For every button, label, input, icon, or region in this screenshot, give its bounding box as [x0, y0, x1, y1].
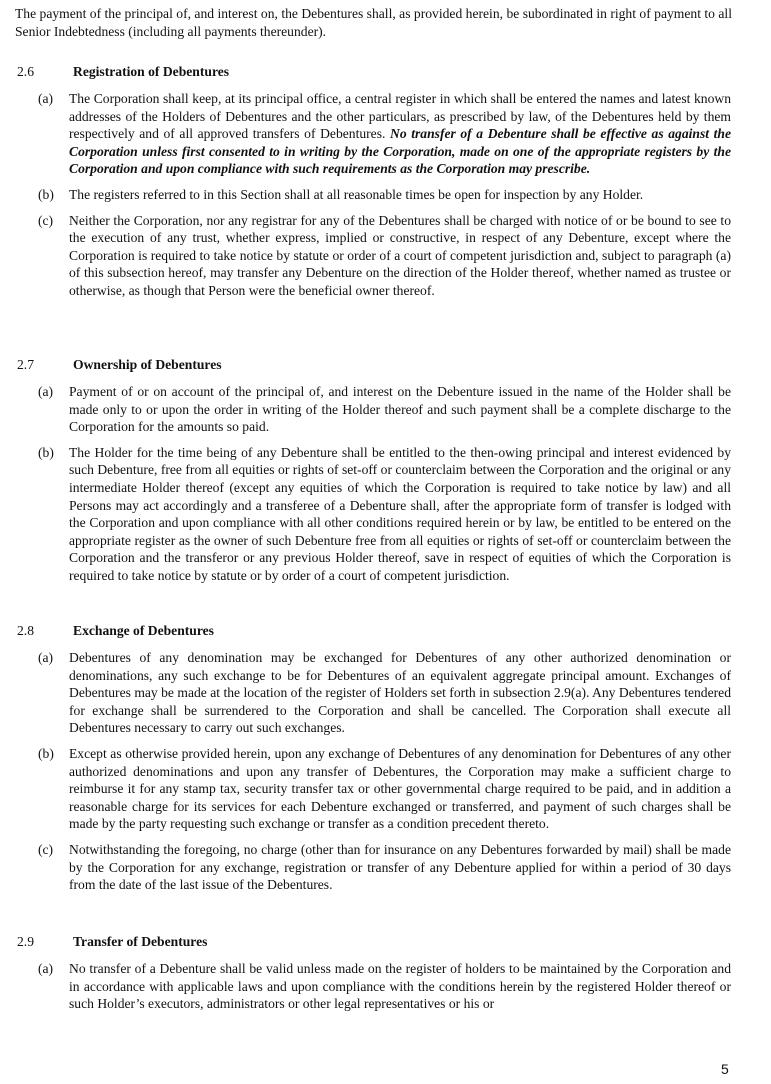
item-text: Notwithstanding the foregoing, no charge (other than for insurance on any Debentures forwarded by mail) shall be made by the Corporation for any exchange, registration or transfer of any Debenture applied for within a period of 30 days from the date of the last issue of the Debentures.	[69, 841, 731, 893]
list-item	[0, 444, 731, 585]
item-text: Except as otherwise provided herein, upon any exchange of Debentures of any denomination for Debentures of any other authorized denominations and upon any transfer of Debentures, the Corporation may make a sufficient charge to reimburse it for any stamp tax, security transfer tax or other governmental charge required to be paid, and in addition a reasonable charge for its services for each Debenture exchanged or transferred, and payment of such charges shall be made by the party requesting such exchange or transfer as a condition precedent thereto.	[69, 745, 731, 832]
item-label: (c)	[38, 212, 54, 228]
section-2-6	[0, 63, 771, 300]
item-text: Neither the Corporation, nor any registrar for any of the Debentures shall be charged with notice of or be bound to see to the execution of any trust, whether express, implied or constructive, in respect of any Debenture, except where the Corporation is required to take notice by statute or order of a court of competent jurisdiction and, subject to paragraph (a) of this subsection hereof, may transfer any Debenture on the direction of the Holder thereof, whether named as trustee or otherwise, as though that Person were the beneficial owner thereof.	[69, 212, 731, 298]
item-label: (a)	[38, 91, 54, 106]
intro-paragraph: The payment of the principal of, and interest on, the Debentures shall, as provided herein, be subordinated in right of payment to all Senior Indebtedness (including all payments thereunder).	[15, 6, 732, 39]
section-heading	[0, 622, 771, 640]
item-label: (a)	[38, 384, 54, 399]
section-number: 2.7	[17, 357, 34, 372]
item-text: The Holder for the time being of any Debenture shall be entitled to the then-owing principal and interest evidenced by such Debenture, free from all equities or rights of set-off or counterclaim between the Corporation and the original or any intermediate Holder thereof (except any equities of which the Corporation is required to take notice by law) and all Persons may act accordingly and a transferee of a Debenture shall, after the appropriate form of transfer is lodged with the Corporation and upon compliance with all other conditions required herein or by law, be entitled to be entered on the appropriate register as the owner of such Debenture free from all equities or rights of set-off or counterclaim between the Corporation and the transferor or any previous Holder thereof, save in respect of equities of which the Corporation is required to take notice by statute or by order of a court of competent jurisdiction.	[69, 444, 731, 583]
item-label: (b)	[38, 745, 54, 761]
section-title: Registration of Debentures	[73, 64, 230, 79]
section-heading	[0, 356, 771, 374]
item-label: (a)	[38, 650, 54, 665]
section-title: Ownership of Debentures	[73, 357, 222, 372]
section-2-8	[0, 622, 771, 894]
list-item	[0, 90, 731, 178]
item-label: (c)	[38, 841, 54, 857]
item-text: The Corporation shall keep, at its principal office, a central register in which shall be entered the names and latest known addresses of the Holders of Debentures and the other particulars, as prescribed by law, of the Debentures held by them respectively and of all approved transfers of Debentures.	[69, 91, 731, 142]
section-number: 2.9	[17, 934, 34, 949]
section-heading	[0, 63, 771, 81]
list-item	[0, 383, 731, 436]
section-2-7	[0, 356, 771, 585]
item-label: (b)	[38, 444, 54, 460]
item-text: Debentures of any denomination may be exchanged for Debentures of any other authorized denomination or denominations, any such exchange to be for Debentures of an equivalent aggregate principal amount. Exchanges of Debentures may be made at the location of the register of Holders set forth in subsection 2.9(a). Any Debentures tendered for exchange shall be surrendered to the Corporation and shall be cancelled. The Corporation shall execute all Debentures necessary to carry out such exchanges.	[69, 650, 731, 736]
item-label: (a)	[38, 961, 54, 976]
list-item	[0, 841, 731, 894]
item-label: (b)	[38, 186, 54, 202]
list-item	[0, 212, 731, 300]
section-number: 2.8	[17, 623, 34, 638]
list-item	[0, 745, 731, 833]
item-text: The registers referred to in this Section shall at all reasonable times be open for inspection by any Holder.	[69, 186, 644, 202]
section-2-9	[0, 933, 771, 1013]
item-emphasis-text: No transfer of a Debenture shall be effective as against the Corporation unless first consented to in writing by the Corporation, made on one of the appropriate registers by the Corporation and upon compliance with such requirements as the Corporation may prescribe.	[69, 126, 732, 177]
list-item	[0, 960, 731, 1013]
list-item	[0, 186, 731, 204]
item-text: Payment of or on account of the principal of, and interest on the Debenture issued in the name of the Holder shall be made only to or upon the order in writing of the Holder thereof and such payment shall be a complete discharge to the Corporation for the amounts so paid.	[69, 384, 731, 435]
section-heading	[0, 933, 771, 951]
list-item	[0, 649, 731, 737]
page-number: 5	[721, 1061, 729, 1077]
section-title: Transfer of Debentures	[73, 934, 208, 949]
item-text: No transfer of a Debenture shall be valid unless made on the register of holders to be maintained by the Corporation and in accordance with applicable laws and upon compliance with the conditions herein by the registered Holder thereof or such Holder’s executors, administrators or other legal representatives or his or	[69, 961, 731, 1012]
section-title: Exchange of Debentures	[73, 623, 214, 638]
section-number: 2.6	[17, 64, 34, 79]
